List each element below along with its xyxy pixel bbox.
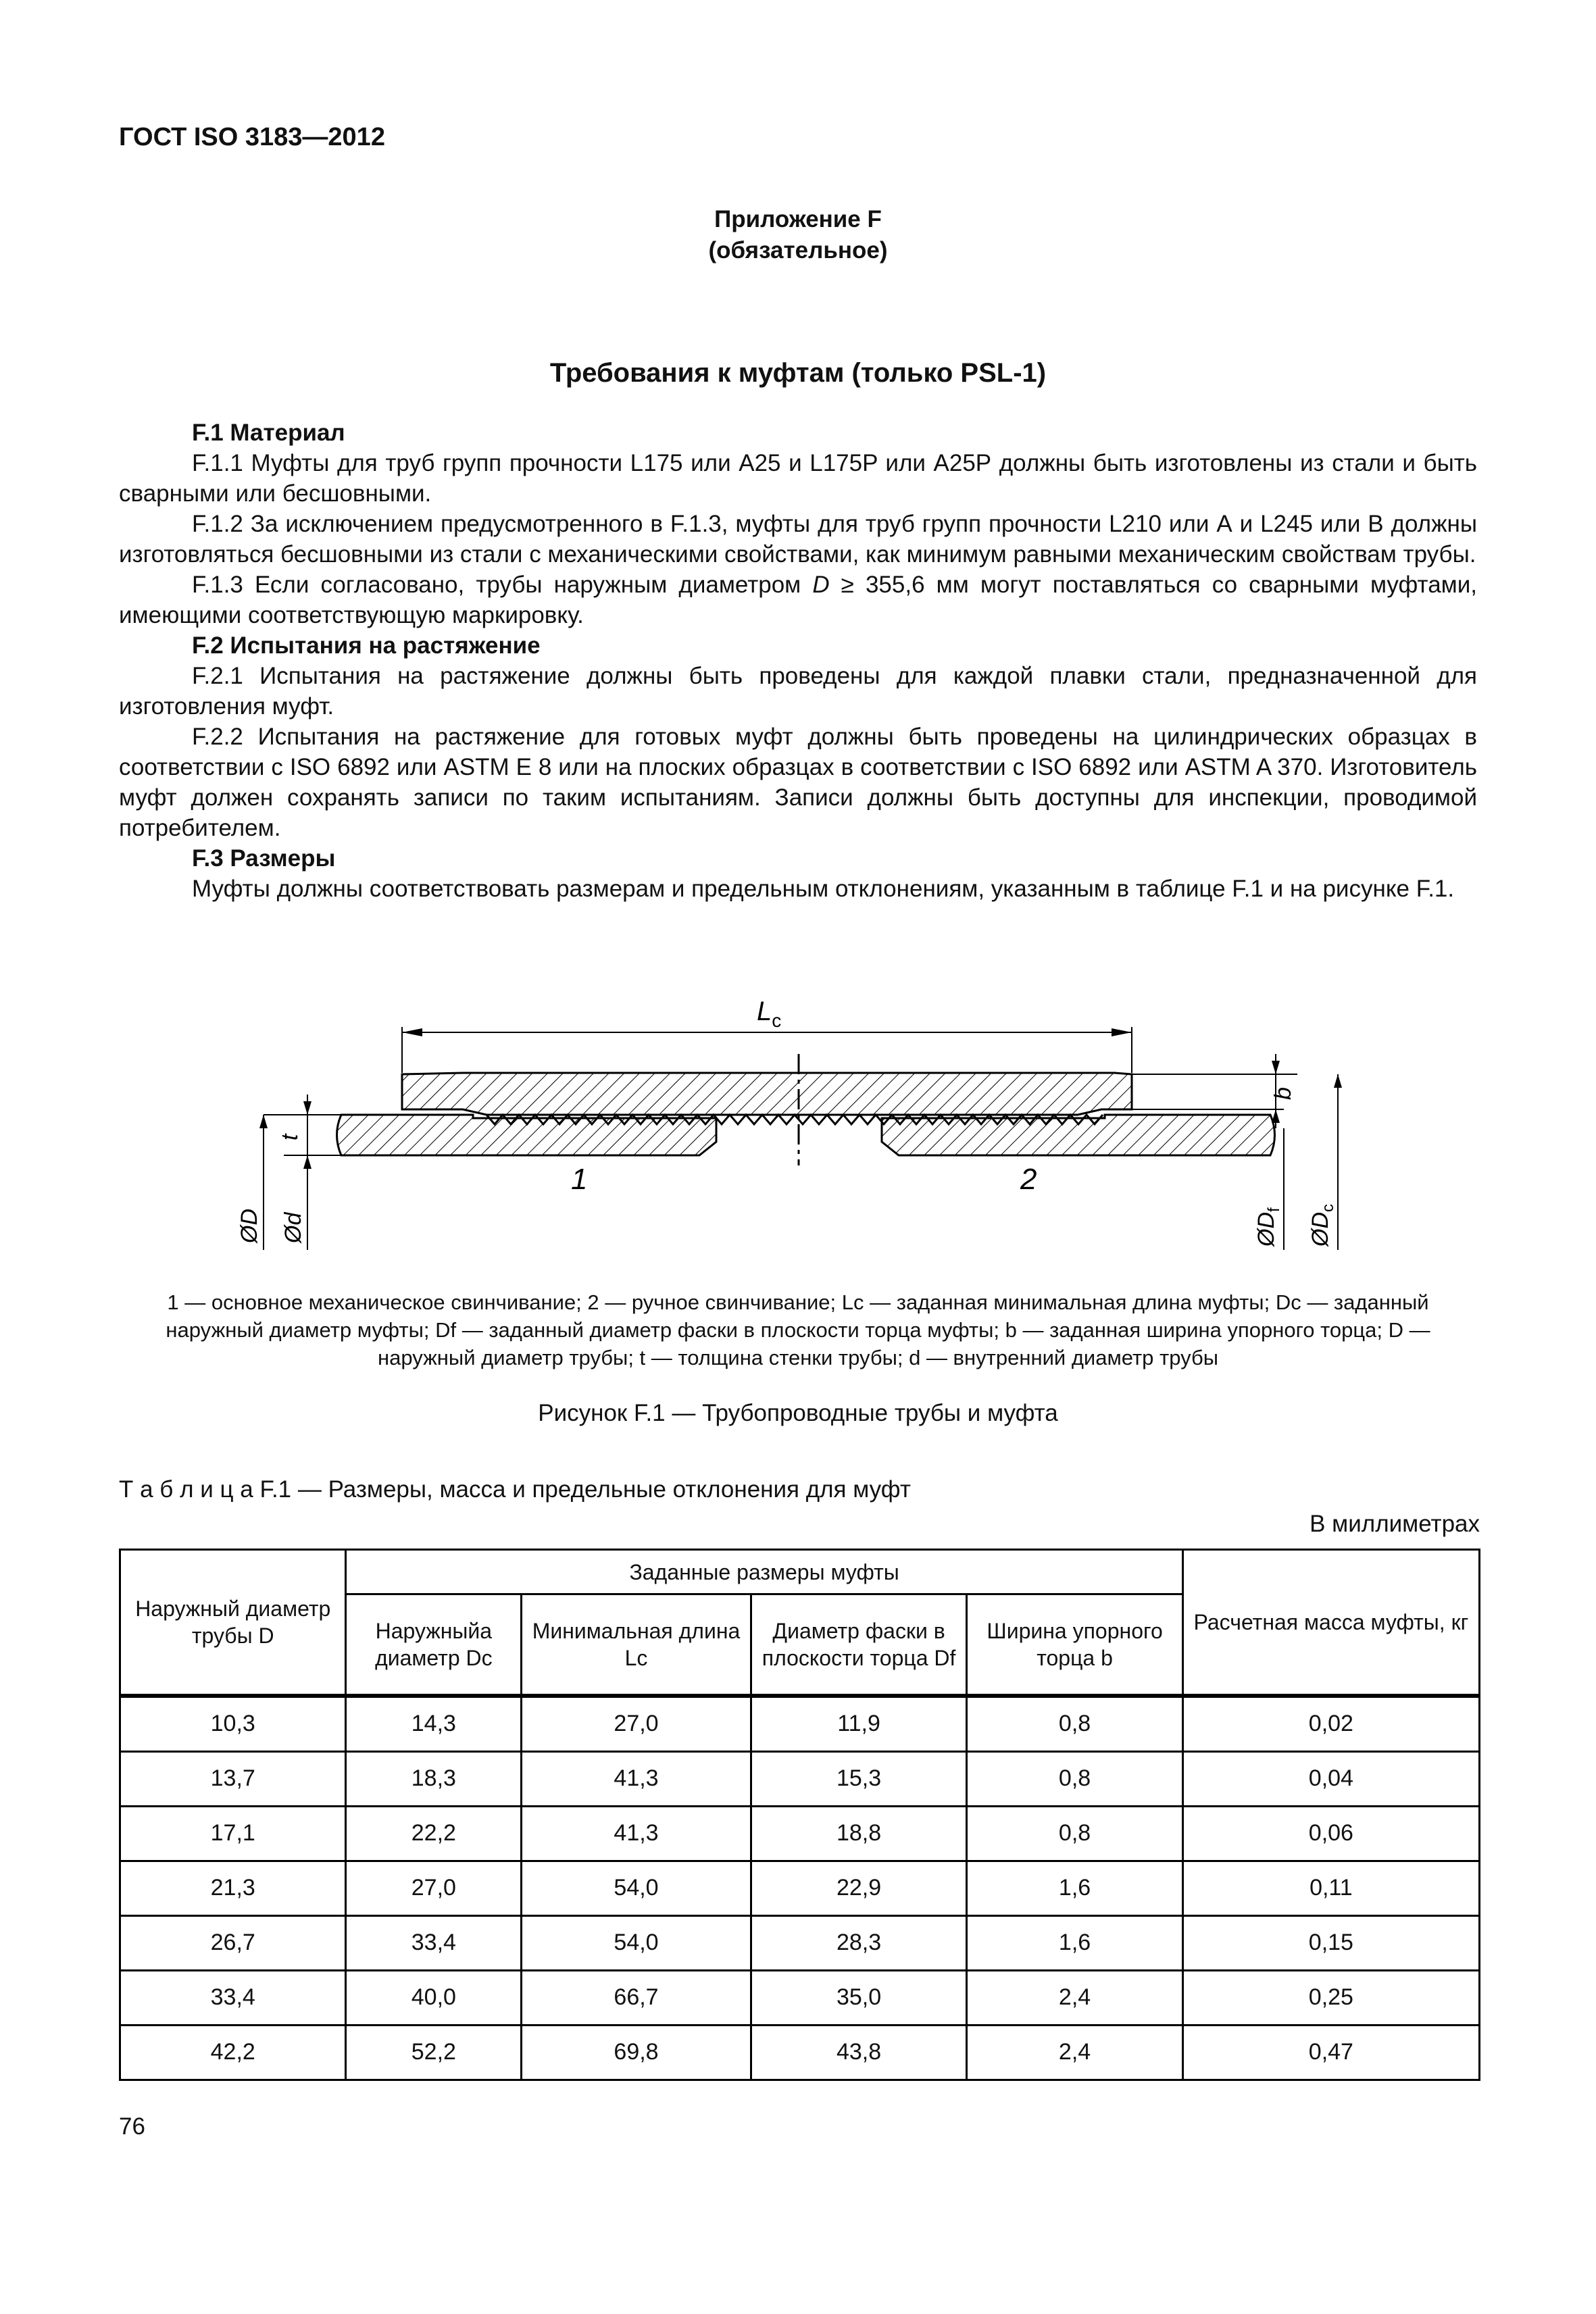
figure-legend: 1 — основное механическое свинчивание; 2 — ручное свинчивание; Lc — заданная минимальная длина муфты; Dc — заданный наружный диаметр муфты; Df — заданный диаметр фаски в плоскости торца муфты; b — заданная ширина упорного торца; D — наружный диаметр трубы; t — толщина стенки трубы; d — внутренний диаметр трубы — [166, 1290, 1430, 1369]
table-cell: 33,4 — [120, 1970, 346, 2025]
paragraph-f1-3: F.1.3 Если согласовано, трубы наружным диаметром D ≥ 355,6 мм могут поставляться со сварными муфтами, имеющими соответствующую маркировку. — [119, 572, 1477, 628]
position-2-label: 2 — [1020, 1163, 1037, 1196]
table-cell: 0,06 — [1182, 1806, 1479, 1861]
table-cell: 27,0 — [346, 1861, 522, 1915]
table-cell: 66,7 — [522, 1970, 751, 2025]
annex-type: (обязательное) — [708, 237, 888, 263]
header-coupling-group: Заданные размеры муфты — [346, 1550, 1182, 1594]
header-chamfer-diameter: Диаметр фаски в плоскости торца Df — [751, 1594, 967, 1696]
table-cell: 0,8 — [967, 1751, 1182, 1806]
section-f3-heading: F.3 Размеры — [192, 845, 336, 872]
table-cell: 27,0 — [522, 1696, 751, 1752]
table-cell: 2,4 — [967, 2025, 1182, 2080]
position-1-label: 1 — [571, 1163, 588, 1196]
table-cell: 26,7 — [120, 1915, 346, 1970]
table-cell: 13,7 — [120, 1751, 346, 1806]
table-cell: 0,11 — [1182, 1861, 1479, 1915]
pipe-right — [882, 1115, 1275, 1155]
table-cell: 1,6 — [967, 1861, 1182, 1915]
paragraph-f1-2: F.1.2 За исключением предусмотренного в F.1.3, муфты для труб групп прочности L210 или А и L245 или В должны изготовляться бесшовными из стали с механическими свойствами, как минимум равными механическим свойствам трубы. — [119, 511, 1477, 568]
table-row — [120, 1970, 1480, 2025]
coupling-drawing — [230, 993, 1365, 1263]
table-cell: 40,0 — [346, 1970, 522, 2025]
body-text — [119, 418, 1477, 904]
table-cell: 1,6 — [967, 1915, 1182, 1970]
table-cell: 54,0 — [522, 1861, 751, 1915]
table-row — [120, 1806, 1480, 1861]
section-f1-heading: F.1 Материал — [192, 420, 345, 446]
table-body — [120, 1696, 1480, 2080]
table-cell: 17,1 — [120, 1806, 346, 1861]
table-cell: 11,9 — [751, 1696, 967, 1752]
paragraph-f2-1: F.2.1 Испытания на растяжение должны быть проведены для каждой плавки стали, предназначенной для изготовления муфт. — [119, 663, 1477, 720]
dc-label: $ØD_c$ — [1307, 1204, 1337, 1247]
table-cell: 2,4 — [967, 1970, 1182, 2025]
table-cell: 0,02 — [1182, 1696, 1479, 1752]
lc-arrow-right — [1112, 1028, 1132, 1036]
table-cell: 14,3 — [346, 1696, 522, 1752]
table-cell: 18,8 — [751, 1806, 967, 1861]
header-coupling-od: Наружныйa диаметр Dc — [346, 1594, 522, 1696]
table-cell: 0,15 — [1182, 1915, 1479, 1970]
table-cell: 22,2 — [346, 1806, 522, 1861]
table-cell: 28,3 — [751, 1915, 967, 1970]
paragraph-f1-1: F.1.1 Муфты для труб групп прочности L175 или А25 и L175P или А25Р должны быть изготовлены из стали и быть сварными или бесшовными. — [119, 450, 1477, 507]
t-arrow-bottom — [303, 1155, 311, 1169]
table-row — [120, 1861, 1480, 1915]
section-f2-heading: F.2 Испытания на растяжение — [192, 632, 541, 659]
coupling-dimensions-table — [119, 1549, 1480, 2081]
table-units: В миллиметрах — [1310, 1511, 1480, 1537]
paragraph-f2-2: F.2.2 Испытания на растяжение для готовых муфт должны быть проведены на цилиндрических образцах в соответствии с ISO 6892 или ASTM E 8 или на плоских образцах в соответствии с ISO 6892 или ASTM A 370. Изготовитель муфт должен сохранять записи по таким испытаниям. Записи должны быть доступны для инспекции, проводимой потребителем. — [119, 724, 1477, 841]
b-arrow-bottom — [1272, 1109, 1280, 1123]
table-cell: 0,8 — [967, 1696, 1182, 1752]
b-label: b — [1270, 1087, 1296, 1100]
table-cell: 18,3 — [346, 1751, 522, 1806]
annex-title: Приложение F — [714, 206, 882, 232]
table-cell: 0,47 — [1182, 2025, 1479, 2080]
table-row — [120, 1915, 1480, 1970]
header-min-length: Минимальная длина Lc — [522, 1594, 751, 1696]
table-cell: 54,0 — [522, 1915, 751, 1970]
t-label: t — [277, 1134, 303, 1140]
table-cell: 41,3 — [522, 1806, 751, 1861]
t-arrow-top — [303, 1101, 311, 1115]
page-number: 76 — [119, 2113, 145, 2140]
table-row — [120, 1751, 1480, 1806]
table-cell: 10,3 — [120, 1696, 346, 1752]
table-cell: 0,8 — [967, 1806, 1182, 1861]
table-cell: 0,25 — [1182, 1970, 1479, 2025]
coupling-body — [402, 1073, 1132, 1115]
table-cell: 35,0 — [751, 1970, 967, 2025]
table-cell: 0,04 — [1182, 1751, 1479, 1806]
header-mass: Расчетная масса муфты, кг — [1182, 1550, 1479, 1696]
table-row — [120, 2025, 1480, 2080]
header-pipe-od: Наружный диаметр трубы D — [120, 1550, 346, 1696]
dc-arrow — [1334, 1074, 1342, 1088]
df-label: $ØD_f$ — [1253, 1207, 1283, 1247]
figure-caption: Рисунок F.1 — Трубопроводные трубы и муфта — [538, 1400, 1058, 1426]
document-header: ГОСТ ISO 3183—2012 — [119, 123, 385, 151]
table-cell: 15,3 — [751, 1751, 967, 1806]
table-cell: 22,9 — [751, 1861, 967, 1915]
table-cell: 69,8 — [522, 2025, 751, 2080]
header-bearing-width: Ширина упорного торца b — [967, 1594, 1182, 1696]
table-row — [120, 1696, 1480, 1752]
d-outer-label: ØD — [236, 1209, 262, 1243]
table-title: Т а б л и ц а F.1 — Размеры, масса и предельные отклонения для муфт — [119, 1476, 911, 1503]
d-outer-arrow — [259, 1115, 268, 1128]
b-arrow-top — [1272, 1061, 1280, 1074]
table-cell: 41,3 — [522, 1751, 751, 1806]
annex-heading — [0, 204, 1596, 266]
table-cell: 43,8 — [751, 2025, 967, 2080]
paragraph-f3: Муфты должны соответствовать размерам и предельным отклонениям, указанным в таблице F.1 и на рисунке F.1. — [192, 876, 1455, 902]
table-cell: 33,4 — [346, 1915, 522, 1970]
lc-arrow-left — [402, 1028, 422, 1036]
table-cell: 21,3 — [120, 1861, 346, 1915]
d-inner-label: Ød — [280, 1212, 306, 1243]
table-cell: 42,2 — [120, 2025, 346, 2080]
lc-label: $L_c$ — [757, 997, 782, 1031]
main-title: Требования к муфтам (только PSL-1) — [549, 358, 1047, 388]
table-cell: 52,2 — [346, 2025, 522, 2080]
